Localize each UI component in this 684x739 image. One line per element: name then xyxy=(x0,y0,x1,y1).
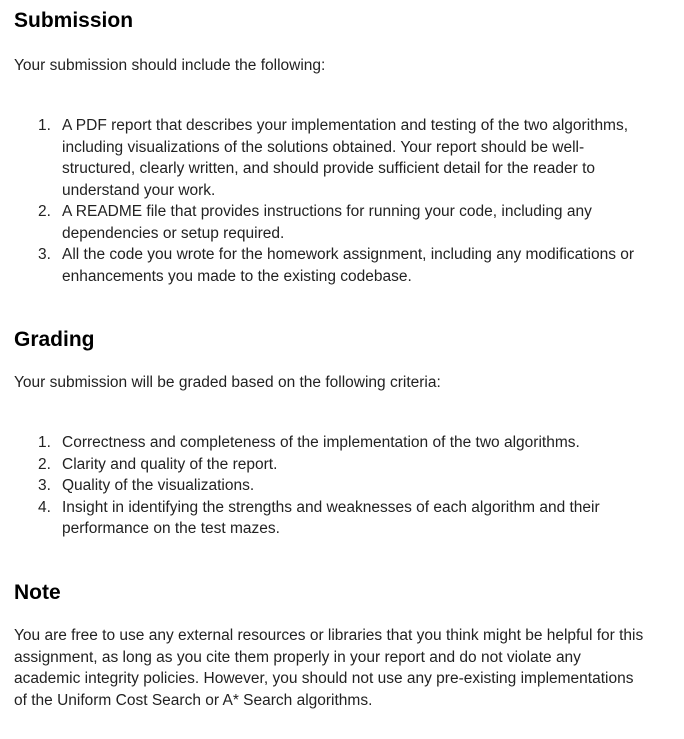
list-item xyxy=(14,475,644,497)
list-item-number: 3. xyxy=(38,477,51,494)
list-item xyxy=(14,432,644,454)
list-item-text: Correctness and completeness of the implementation of the two algorithms. xyxy=(62,434,580,451)
list-item-number: 2. xyxy=(38,203,51,220)
list-item xyxy=(14,244,644,287)
list-item-number: 2. xyxy=(38,455,51,473)
list-item-number: 4. xyxy=(38,498,51,516)
list-item-text: A README file that provides instructions for running your code, including any dependencies or setup required. xyxy=(62,203,592,242)
submission-intro: Your submission should include the following: xyxy=(14,57,326,74)
note-heading: Note xyxy=(14,581,61,604)
list-item-text: Clarity and quality of the report. xyxy=(62,455,278,473)
list-item-number: 3. xyxy=(38,246,51,263)
list-item-number: 1. xyxy=(38,117,51,134)
list-item-text: All the code you wrote for the homework assignment, including any modifications or enhancements you made to the existing codebase. xyxy=(62,246,635,285)
list-item xyxy=(14,497,644,540)
list-item-number: 1. xyxy=(38,434,51,451)
grading-intro: Your submission will be graded based on the following criteria: xyxy=(14,374,441,391)
submission-heading: Submission xyxy=(14,9,134,32)
grading-list xyxy=(14,432,644,540)
list-item-text: Insight in identifying the strengths and weaknesses of each algorithm and their performance on the test mazes. xyxy=(62,498,600,537)
note-body: You are free to use any external resources or libraries that you think might be helpful for this assignment, as long as you cite them properly in your report and do not violate any academic integrity policies. However, you should not use any pre-existing implementations of the Uniform Cost Search or A* Search algorithms. xyxy=(14,627,644,709)
grading-heading: Grading xyxy=(14,328,95,351)
list-item-text: Quality of the visualizations. xyxy=(62,477,255,494)
list-item xyxy=(14,201,644,244)
submission-list xyxy=(14,115,644,287)
list-item xyxy=(14,454,644,476)
list-item-text: A PDF report that describes your implementation and testing of the two algorithms, including visualizations of the solutions obtained. Your report should be well-structured, clearly written, and should provide sufficient detail for the reader to understand your work. xyxy=(62,117,629,199)
list-item xyxy=(14,115,644,201)
